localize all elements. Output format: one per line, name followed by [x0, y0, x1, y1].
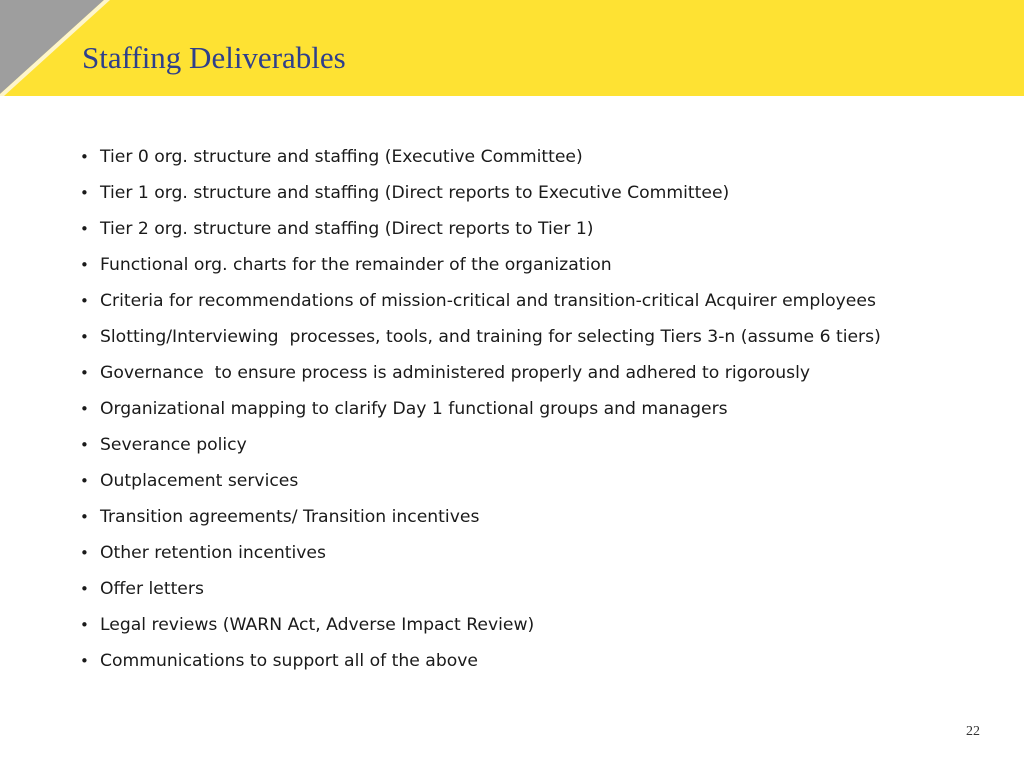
bullet-text: Communications to support all of the above [100, 651, 479, 671]
bullet-item [80, 463, 1000, 499]
bullet-text: Organizational mapping to clarify Day 1 functional groups and managers [100, 399, 728, 419]
bullet-dot: • [80, 220, 89, 238]
bullet-item [80, 139, 1000, 175]
bullet-dot: • [80, 616, 89, 634]
bullet-text: Outplacement services [100, 471, 299, 491]
bullet-dot: • [80, 328, 89, 346]
bullet-dot: • [80, 652, 89, 670]
bullet-dot: • [80, 436, 89, 454]
bullet-dot: • [80, 256, 89, 274]
bullet-dot: • [80, 472, 89, 490]
bullet-item [80, 607, 1000, 643]
bullet-dot: • [80, 580, 89, 598]
bullet-item [80, 211, 1000, 247]
page-number: 22 [966, 724, 980, 739]
bullet-dot: • [80, 184, 89, 202]
bullet-text: Transition agreements/ Transition incentives [100, 507, 480, 527]
bullet-text: Functional org. charts for the remainder of the organization [100, 255, 612, 275]
bullet-dot: • [80, 544, 89, 562]
bullet-item [80, 355, 1000, 391]
bullet-item [80, 391, 1000, 427]
bullet-text: Tier 0 org. structure and staffing (Executive Committee) [100, 147, 583, 167]
bullet-dot: • [80, 508, 89, 526]
bullet-dot: • [80, 148, 89, 166]
bullet-item [80, 499, 1000, 535]
bullet-text: Offer letters [100, 579, 204, 599]
bullet-item [80, 319, 1000, 355]
bullet-item [80, 247, 1000, 283]
bullet-text: Governance to ensure process is administered properly and adhered to rigorously [100, 363, 811, 383]
bullet-dot: • [80, 400, 89, 418]
bullet-item [80, 283, 1000, 319]
bullet-text: Other retention incentives [100, 543, 326, 563]
bullet-list [80, 139, 1000, 679]
bullet-text: Tier 1 org. structure and staffing (Direct reports to Executive Committee) [100, 183, 730, 203]
bullet-dot: • [80, 292, 89, 310]
bullet-text: Criteria for recommendations of mission-critical and transition-critical Acquirer employees [100, 291, 876, 311]
bullet-item [80, 643, 1000, 679]
bullet-text: Tier 2 org. structure and staffing (Direct reports to Tier 1) [100, 219, 594, 239]
bullet-text: Legal reviews (WARN Act, Adverse Impact Review) [100, 615, 535, 635]
bullet-item [80, 427, 1000, 463]
bullet-text: Severance policy [100, 435, 247, 455]
bullet-dot: • [80, 364, 89, 382]
bullet-item [80, 571, 1000, 607]
bullet-item [80, 535, 1000, 571]
bullet-text: Slotting/Interviewing processes, tools, and training for selecting Tiers 3-n (assume 6 tiers) [100, 327, 881, 347]
title-bar [0, 0, 1024, 96]
slide-title: Staffing Deliverables [82, 40, 346, 75]
bullet-item [80, 175, 1000, 211]
